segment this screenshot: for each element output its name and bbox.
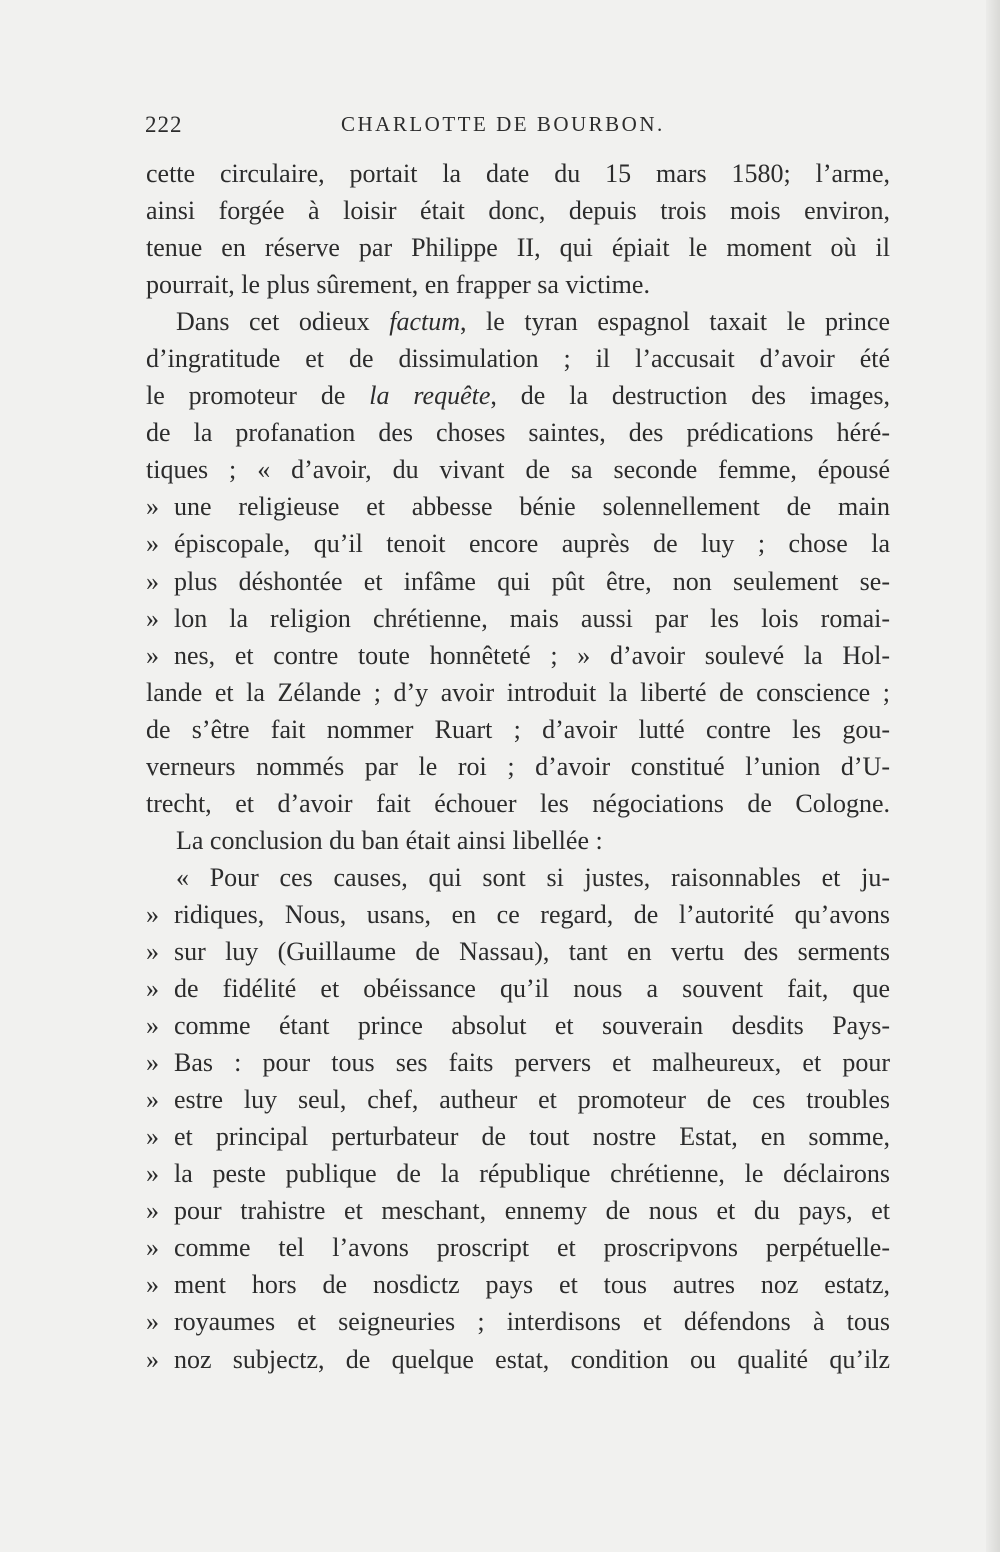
quote-mark: » bbox=[146, 936, 159, 966]
quote-mark: » bbox=[146, 1196, 159, 1226]
text-line: pourrait, le plus sûrement, en frapper sa victime. bbox=[146, 270, 650, 300]
quote-line: » comme tel l’avons proscript et proscripvons perpétuelle- bbox=[146, 1229, 890, 1266]
quote-mark: » bbox=[146, 1233, 159, 1263]
text-line: cette circulaire, portait la date du 15 mars 1580; l’arme, bbox=[146, 159, 890, 188]
quote-line: » ridiques, Nous, usans, en ce regard, de l’autorité qu’avons bbox=[146, 896, 890, 933]
quote-mark: » bbox=[146, 492, 159, 522]
quote-mark: » bbox=[146, 566, 159, 596]
text-line: de la profanation des choses saintes, des prédications héré- bbox=[146, 418, 890, 448]
quote-line: » Bas : pour tous ses faits pervers et malheureux, et pour bbox=[146, 1044, 890, 1081]
running-title: CHARLOTTE DE BOURBON. bbox=[341, 112, 665, 136]
quote-mark: » bbox=[146, 1048, 159, 1078]
quote-mark: » bbox=[146, 899, 159, 929]
quote-mark: » bbox=[146, 1159, 159, 1189]
quote-line: » la peste publique de la république chrétienne, le déclairons bbox=[146, 1155, 890, 1192]
quote-mark: » bbox=[146, 1307, 159, 1337]
page-number: 222 bbox=[145, 112, 183, 137]
quote-mark: » bbox=[146, 974, 159, 1004]
quote-line: » pour trahistre et meschant, ennemy de nous et du pays, et bbox=[146, 1192, 890, 1229]
page-edge bbox=[986, 0, 1000, 1552]
italic-term: factum bbox=[389, 307, 460, 337]
body-text bbox=[146, 155, 890, 1378]
quote-mark: » bbox=[146, 529, 159, 559]
quote-mark: » bbox=[146, 640, 159, 670]
text-line: « Pour ces causes, qui sont si justes, raisonnables et ju- bbox=[176, 862, 890, 892]
quote-line: » estre luy seul, chef, autheur et promoteur de ces troubles bbox=[146, 1081, 890, 1118]
text-line: Dans cet odieux factum, le tyran espagnol taxait le prince bbox=[176, 307, 890, 337]
page-header bbox=[145, 106, 885, 146]
quote-line: » de fidélité et obéissance qu’il nous a souvent fait, que bbox=[146, 970, 890, 1007]
text-line: ainsi forgée à loisir était donc, depuis trois mois environ, bbox=[146, 196, 890, 226]
quote-line: » plus déshontée et infâme qui pût être, non seulement se- bbox=[146, 563, 890, 600]
quote-mark: » bbox=[146, 1122, 159, 1152]
quote-line: » comme étant prince absolut et souverain desdits Pays- bbox=[146, 1007, 890, 1044]
italic-term: la requête bbox=[369, 381, 491, 411]
quote-line: » épiscopale, qu’il tenoit encore auprès de luy ; chose la bbox=[146, 525, 890, 562]
quote-line: » royaumes et seigneuries ; interdisons et défendons à tous bbox=[146, 1303, 890, 1340]
quote-line: » sur luy (Guillaume de Nassau), tant en vertu des serments bbox=[146, 933, 890, 970]
text-line: de s’être fait nommer Ruart ; d’avoir lutté contre les gou- bbox=[146, 714, 890, 744]
quote-line: » lon la religion chrétienne, mais aussi par les lois romai- bbox=[146, 600, 890, 637]
quote-mark: » bbox=[146, 1270, 159, 1300]
quote-line: » nes, et contre toute honnêteté ; » d’avoir soulevé la Hol- bbox=[146, 637, 890, 674]
text-line: La conclusion du ban était ainsi libellée : bbox=[176, 825, 603, 855]
text-line: verneurs nommés par le roi ; d’avoir constitué l’union d’U- bbox=[146, 751, 890, 781]
quote-line: » et principal perturbateur de tout nostre Estat, en somme, bbox=[146, 1118, 890, 1155]
text-line: le promoteur de la requête, de la destruction des images, bbox=[146, 381, 890, 411]
quote-mark: » bbox=[146, 1011, 159, 1041]
quote-line: » ment hors de nosdictz pays et tous autres noz estatz, bbox=[146, 1266, 890, 1303]
text-line: lande et la Zélande ; d’y avoir introduit la liberté de conscience ; bbox=[146, 677, 890, 707]
quote-mark: » bbox=[146, 1344, 159, 1374]
text-line: tiques ; « d’avoir, du vivant de sa seconde femme, épousé bbox=[146, 455, 890, 485]
text-line: d’ingratitude et de dissimulation ; il l’accusait d’avoir été bbox=[146, 344, 890, 374]
quote-mark: » bbox=[146, 603, 159, 633]
text-line: trecht, et d’avoir fait échouer les négociations de Cologne. bbox=[146, 788, 890, 818]
quote-mark: » bbox=[146, 1085, 159, 1115]
text-line: tenue en réserve par Philippe II, qui épiait le moment où il bbox=[146, 233, 890, 263]
quote-line: » une religieuse et abbesse bénie solennellement de main bbox=[146, 488, 890, 525]
quote-line: » noz subjectz, de quelque estat, condition ou qualité qu’ilz bbox=[146, 1341, 890, 1378]
